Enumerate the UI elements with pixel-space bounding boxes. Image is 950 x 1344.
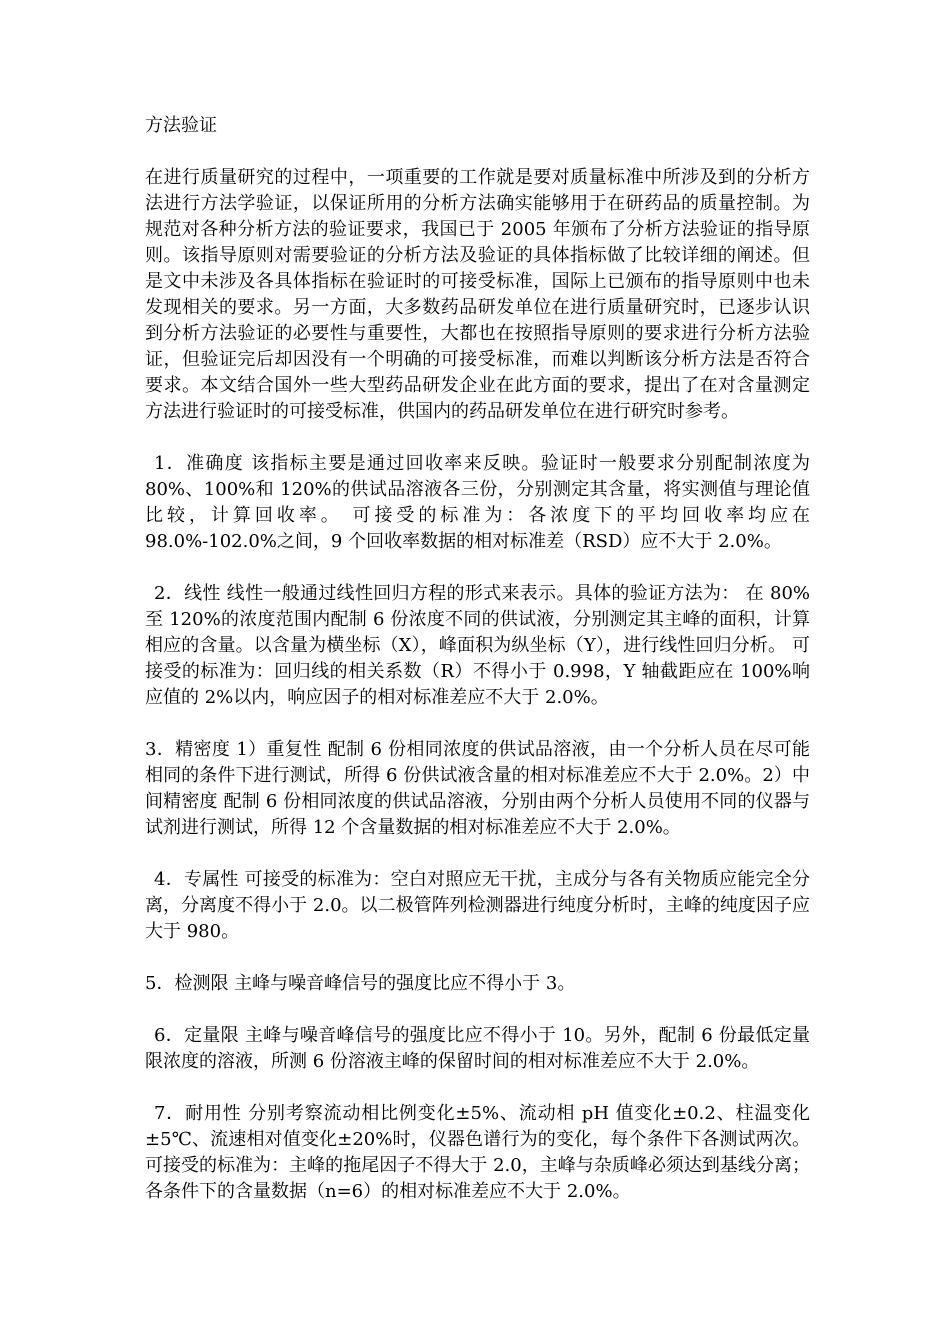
section-quantitation-limit: 6．定量限 主峰与噪音峰信号的强度比应不得小于 10。另外，配制 6 份最低定量限浓度的溶液，所测 6 份溶液主峰的保留时间的相对标准差应不大于 2.0%。 [145,1025,810,1072]
section-robustness: 7．耐用性 分别考察流动相比例变化±5%、流动相 pH 值变化±0.2、柱温变化±5℃、流速相对值变化±20%时，仪器色谱行为的变化，每个条件下各测试两次。可接受的标准为：主峰的拖尾因子不得大于 2.0，主峰与杂质峰必须达到基线分离；各条件下的含量数据（n=6）的相对标准差应不大于 2.0%。 [145,1103,810,1202]
section-accuracy: 1．准确度 该指标主要是通过回收率来反映。验证时一般要求分别配制浓度为 80%、100%和 120%的供试品溶液各三份，分别测定其含量，将实测值与理论值比较，计算回收率。 可接受的标准为：各浓度下的平均回收率均应在 98.0%-102.0%之间，9 个回收率数据的相对标准差（RSD）应不大于 2.0%。 [145,453,810,552]
document-page [145,113,810,1231]
section-detection-limit: 5．检测限 主峰与噪音峰信号的强度比应不得小于 3。 [145,973,576,994]
intro-paragraph: 在进行质量研究的过程中，一项重要的工作就是要对质量标准中所涉及到的分析方法进行方法学验证，以保证所用的分析方法确实能够用于在研药品的质量控制。为规范对各种分析方法的验证要求，我国已于 2005 年颁布了分析方法验证的指导原则。该指导原则对需要验证的分析方法及验证的具体指标做了比较详细的阐述。但是文中未涉及各具体指标在验证时的可接受标准，国际上已颁布的指导原则中也未发现相关的要求。另一方面，大多数药品研发单位在进行质量研究时，已逐步认识到分析方法验证的必要性与重要性，大都也在按照指导原则的要求进行分析方法验证，但验证完后却因没有一个明确的可接受标准，而难以判断该分析方法是否符合要求。本文结合国外一些大型药品研发企业在此方面的要求，提出了在对含量测定方法进行验证时的可接受标准，供国内的药品研发单位在进行研究时参考。 [145,167,810,422]
section-linearity: 2．线性 线性一般通过线性回归方程的形式来表示。具体的验证方法为： 在 80%至 120%的浓度范围内配制 6 份浓度不同的供试液，分别测定其主峰的面积，计算相应的含量。以含量为横坐标（X），峰面积为纵坐标（Y），进行线性回归分析。 可接受的标准为：回归线的相关系数（R）不得小于 0.998，Y 轴截距应在 100%响应值的 2%以内，响应因子的相对标准差应不大于 2.0%。 [145,583,810,708]
document-title: 方法验证 [145,115,217,136]
section-specificity: 4．专属性 可接受的标准为：空白对照应无干扰，主成分与各有关物质应能完全分离，分离度不得小于 2.0。以二极管阵列检测器进行纯度分析时，主峰的纯度因子应大于 980。 [145,869,810,942]
section-precision: 3．精密度 1）重复性 配制 6 份相同浓度的供试品溶液，由一个分析人员在尽可能相同的条件下进行测试，所得 6 份供试液含量的相对标准差应不大于 2.0%。2）中间精密度 配制 6 份相同浓度的供试品溶液，分别由两个分析人员使用不同的仪器与试剂进行测试，所得 12 个含量数据的相对标准差应不大于 2.0%。 [145,739,810,838]
